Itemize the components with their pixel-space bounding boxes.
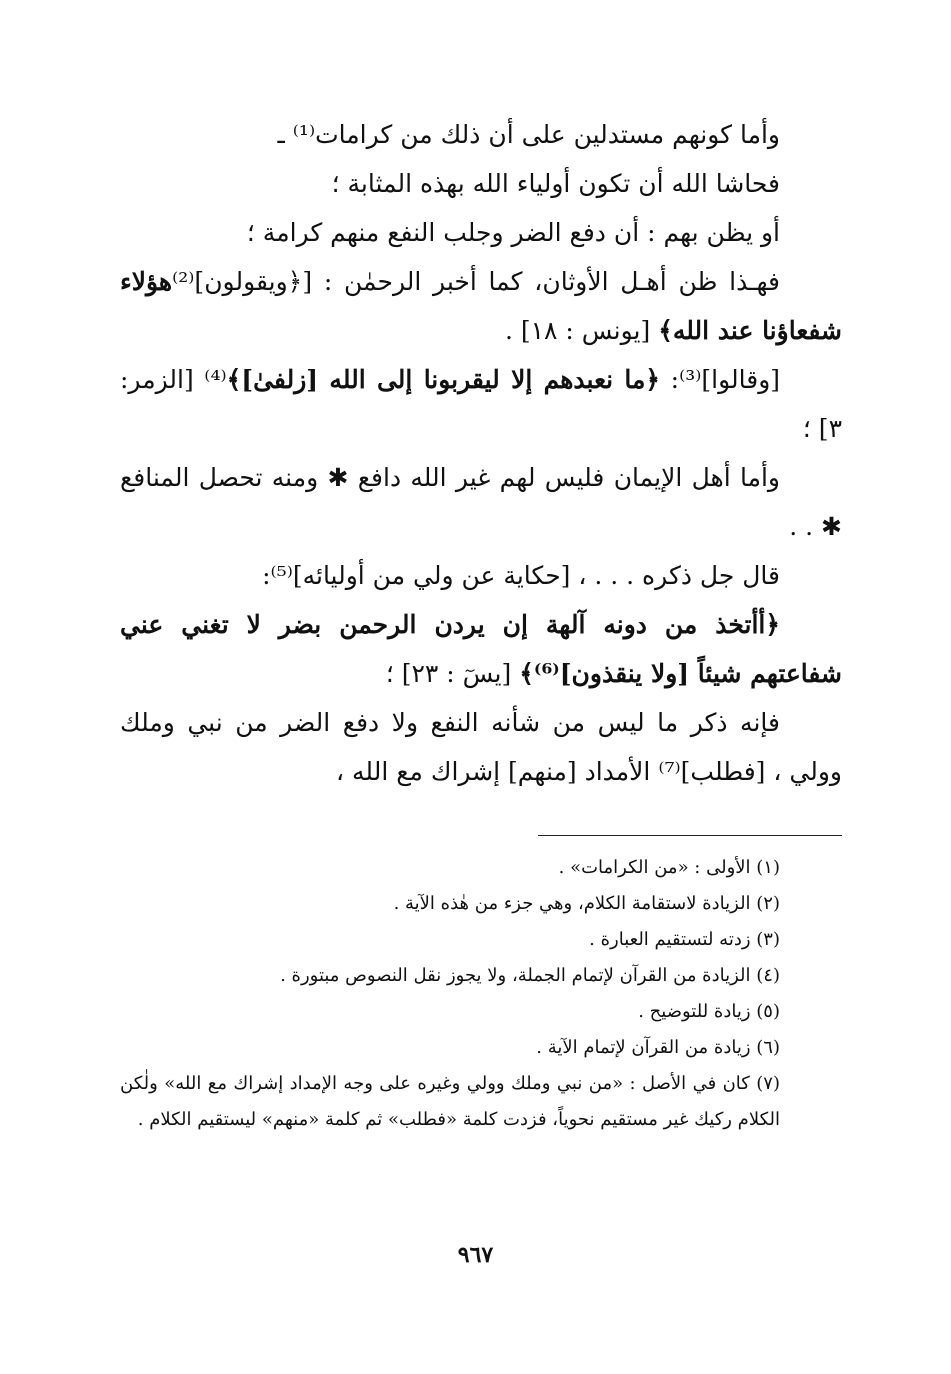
quran-ref-3: [يسٓ : ٢٣] ؛ [385,659,520,688]
quran-ref-2: ⁽⁴⁾ [الزمر: ٣] ؛ [120,365,842,443]
paragraph-3: أو يظن بهم : أن دفع الضر وجلب النفع منهم كرامة ؛ [246,218,780,247]
paragraph-9: فإنه ذكر ما ليس من شأنه النفع ولا دفع الضر من نبي وملك وولي ، [فطلب]⁽⁷⁾ الأمداد [منهم] إشراك مع الله ، [120,708,842,786]
quran-quote-3: ﴿أأتخذ من دونه آلهة إن يردن الرحمن بضر لا تغني عني شفاعتهم شيئاً [ولا ينقذون]⁽⁶⁾﴾ [120,610,842,688]
footnote-6: (٦) زيادة من القرآن لإتمام الآية . [536,1037,780,1058]
footnote-7: (٧) كان في الأصل : «من نبي وملك وولي وغيره على وجه الإمداد إشراك مع الله» ولٰكن الكلام ركيك غير مستقيم نحوياً، فزدت كلمة «فطلب» ثم كلمة «منهم» ليستقيم الكلام . [120,1073,780,1130]
quran-quote-2: ﴿ما نعبدهم إلا ليقربونا إلى الله [زلفىٰ]﴾ [226,365,661,394]
paragraph-4-text: فهـذا ظن أهـل الأوثان، كما أخبر الرحمٰن : [﴿ويقولون]⁽²⁾ [172,267,780,296]
paragraph-8 [120,600,842,698]
paragraph-5-text: [وقالوا]⁽³⁾: [660,365,781,394]
quran-ref-1: [يونس : ١٨] . [504,316,659,345]
footnote-2: (٢) الزيادة لاستقامة الكلام، وهي جزء من هٰذه الآية . [393,893,780,914]
footnote-3: (٣) زدته لتستقيم العبارة . [589,929,780,950]
paragraph-6: وأما أهل الإيمان فليس لهم غير الله دافع ✱ ومنه تحصل المنافع ✱ . . [120,463,842,541]
paragraph-7: قال جل ذكره . . . ، [حكاية عن ولي من أوليائه]⁽⁵⁾: [262,561,780,590]
quran-quote-1: هؤلاء شفعاؤنا عند الله﴾ [120,267,842,345]
paragraph-1: وأما كونهم مستدلين على أن ذلك من كرامات⁽¹⁾ ـ [277,120,780,149]
footnote-4: (٤) الزيادة من القرآن لإتمام الجملة، ولا يجوز نقل النصوص مبتورة . [280,965,780,986]
paragraph-5 [120,355,842,453]
footnote-5: (٥) زيادة للتوضيح . [638,1001,780,1022]
paragraph-4 [120,257,842,355]
paragraph-2: فحاشا الله أن تكون أولياء الله بهذه المثابة ؛ [331,169,780,198]
main-text [120,110,842,796]
footnotes [120,850,842,1138]
footnote-1: (١) الأولى : «من الكرامات» . [558,857,780,878]
footnote-divider [538,835,842,836]
page-number: ٩٦٧ [457,1242,494,1268]
